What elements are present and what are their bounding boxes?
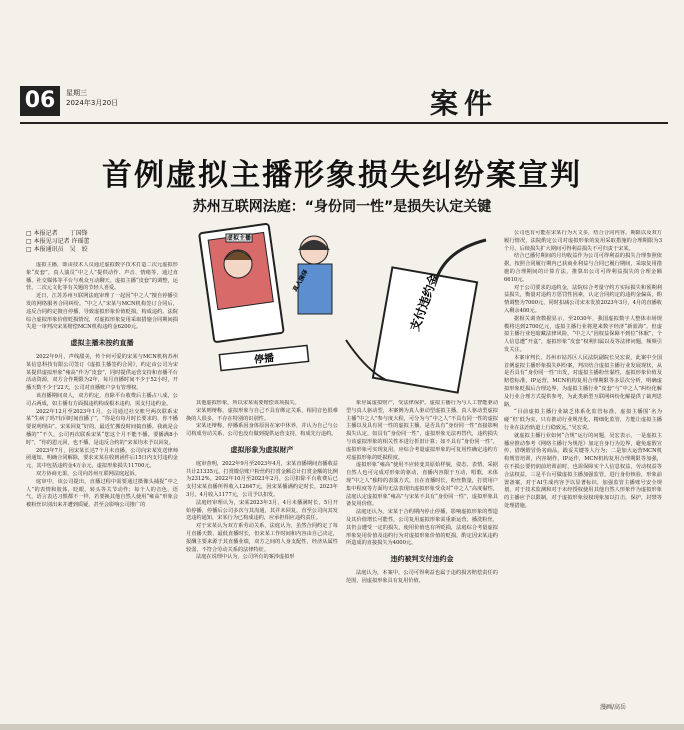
section-title: 案件 [430, 87, 499, 120]
paragraph: 法庭认为，本案中，公司可得利益也属于违约损害赔偿责任的范围，因虚拟形象具有复用价值， [346, 569, 498, 584]
page-number: 06 [20, 86, 60, 116]
label-virtual: 虚拟主播 [226, 235, 252, 242]
paragraph: 宋某还辩称，停播系因身体原因在家中休养，并认为自己与公司构成劳动关系，公司也没有做到提供运营支持，构成先行违约。 [186, 423, 338, 438]
paragraph: 对于宋某认为双方系劳动关系，法庭认为，虽然合同约定了每月直播天数、最低直播时长，但宋某工作时间和内容由自己决定，报酬主要来源于其直播业绩，双方之间的人身支配性，经济从属性较弱，不符合劳动关系的法律特征。 [186, 523, 338, 553]
byline-line: □ 本报记者 丁国锋 [26, 230, 88, 237]
paragraph: “目前虚拟主播行业缺乏体系化监管标准，虚拟主播围‘名为碰’‘但’低为实，只有推动行业规范化，精细化监管，方能让虚拟主播行业在法治轨道上行稳致远。”吴宏说。 [504, 409, 662, 431]
paragraph: 法庭还认为，宋某于合约期内停止停播，影响虚拟形象的塑造及其价值增长可能性，公司复用虚拟形象需重新运营，播洗粉丝，其仍会遭受一定的损失，使用价值也有所贬损，法庭综合考量虚拟形象复用价值及违约行为对虚拟形象价值的贬损，酌定因宋某违约所造成的直接损失为4000元。 [346, 509, 498, 547]
label-strike: 停播 [253, 352, 275, 367]
paragraph: 法庭经审理认为，宋某2023年3月，4月未播满时长，5月开始停播，停播后公司多次与其沟通，其并未回复，直至公司向其发送违约通知，宋某行为已构成违约，应承担相应违约责任。 [186, 499, 338, 522]
paragraph: 庭审中，该公司提出，直播过程中需要通过摄像头捕捉“中之人”的表情和肢体，眨眼，转头等关节动作；每个人的音色，语气，语言表达习惯都不一样，若要换其他自然人使用“雍高”形象会被粉丝识别出来并遭到质疑，甚至会影响公司推广的 [26, 478, 178, 509]
subheadline: 苏州互联网法庭：“身份同一性”是损失认定关键 [192, 199, 492, 215]
paragraph: 庭审查明，2022年9月至2023年4月，宋某直播期间直播收益共计21335元，打赏微信账户粉丝约打赏金额总计打赏金额的比例为2312%。2022年10月至2023年2月，公司扣除平台收费后已支付宋某直播所得收入12647元，因宋某播满约定时长，2023年3月，4月收入1177元，公司予以扣发。 [186, 460, 338, 498]
byline [26, 230, 89, 254]
paragraph: 据相关调查数据显示，至2030年，我国虚拟数字人整体市场规模将达到2700亿元，虚拟主播行业将迎来数字经济“新蓝海”。但虚拟主播行业也暗藏法律风险，“中之人”因权益保障不到位“休眠”，个人信息遭“开盒”，虚拟形象“皮套”权利归属以及等法律问题，频频引发关注。 [504, 315, 662, 353]
article-column-1 [26, 262, 178, 722]
label-pay: 支付违约金 [407, 271, 442, 334]
paragraph: 结合已播付期间的月均收益作为公司可得利益的损失合理参照依据，按照合同履行期内已获商业利益与合同已履行期间，采取复用措施的合理期间的计算方法，推算出公司可得利益损失的合理金额6610元。 [504, 253, 662, 283]
section-subheading: 违约被判支付违约金 [390, 555, 454, 564]
paragraph: 其他虚拟形象，所以宋某需要赔偿该项损失。 [196, 400, 300, 406]
headline: 首例虚拟主播形象损失纠纷案宣判 [102, 158, 582, 193]
paragraph: 宋某则辩称，虚拟形象与自己不具有绑定关系，相同音色很难换的人很多，不存在特别的识别性。 [186, 407, 338, 422]
article-column-3 [346, 400, 498, 722]
paragraph: 近日，江苏苏州互联网法庭审理了一起因“中之人”擅自停播引发的网络服务合同纠纷。“中之人”宋某与MCN机构签订合同后，违反合同约定擅自停播，导致虚拟形象价值贬损，构成违约。法院综合虚拟形象价值贬损情况，对虚拟形象复用采取措施合同期间损失进一审判决宋某赔偿MCN机构违约金6200元。 [26, 293, 178, 331]
paragraph: 2023年7月，因宋某长达7个月未直播，公司向宋某发送律师函通知，明确合同解除，要求宋某在收到函件后15日内支付违约金元，其中包括违约金4万余元，虚拟形象损失11700元。 [26, 447, 178, 470]
page-header [20, 82, 668, 118]
byline-line: □ 本报通讯员 吴 姣 [26, 246, 88, 253]
article-column-2 [186, 400, 338, 722]
paragraph: 双方协商无果，公司向苏州互联网法庭起诉。 [36, 470, 140, 477]
byline-line: □ 本报见习记者 许瑶蕾 [26, 238, 90, 245]
paragraph: 2022年12月至2023年1月，公司通过社交账号两次联系宋某“生病了吗?有回时间直播了”，“你是有每月时长要求的，你不播要说明理由”。宋某回复“好的，最近忙搬没时间搞直播。我就是会播的”“不久，公司再次联系宋某“您这个月不能不播，要播满8小时”，“你的恩元回，也不播，是违反合约的”宋某均未予以回复。 [26, 408, 178, 446]
paragraph: 对于公司要求的违约金，法院综合考量守约方实际损失和预期利益损失，衡量对违约方惩罚性因素，认定合同约定的违约金偏高，酌情调整为7000元，同时扣减公司宋未发放2023年3月，4月的直播收入剩余400元。 [504, 284, 662, 314]
cartoon-illustration [186, 220, 498, 394]
paragraph: 就虚拟主播行业如何“合规”运行的问题，吴宏表示，一是虚拟主播应推动参考《网络主播行为规范》加定自身行为边界，避免虚假宣传，借纲假冒伪劣商品，践妥关键等人行为；二是加大运营MCN机构规管培训，内容制作，IP运作，MCN机构复用合理期限等加强，在不损公要仍润前培训前时，也需保障实个人信息权益，劳动权益等合法权益，三是平台可做虚拟主播加强监管，进行身份核验，形象前置备案，对于AI生成内容予以显著标识，加强监管主播账号安全规划，对于技术监测和对于未经授权使用其他自然人形象作为虚拟形象的主播应予以限制，对于虚拟形象侵权现象加以打击，保护，封禁等处理措施。 [504, 432, 662, 509]
illustration-credit: 漫画/高岳 [600, 704, 627, 711]
header-rule [20, 122, 668, 124]
paragraph: 2022年9月，声线甜美，传个何可爱的宋某与MCN机构苏州某信息科技有限公司签订《虚拟主播签约合同》，约定由公司为宋某提供虚拟形象“雍高”作为“皮套”，同时提供运营支持和直播平台活动资源，双方合作期限为2年，每月直播时间不少于52小时，开播天数不少于22天，公司对直播账户享有管理权。 [26, 353, 178, 392]
paragraph: 公司也有可能在宋某行为大文多，结合合同内容，期限以及双方履行情况，法院酌定公司对虚拟形象的复用采取措施的合理期限为3个月，后续损失扩大期间可得利益损失不可归责于宋某。 [504, 230, 662, 252]
section-subheading: 虚拟主播未按约直播 [70, 339, 134, 348]
paragraph: 虚拟主播，即由技术人员通过虚拟数字技术打造二次元虚拟形象“皮套”，真人演员“中之人”提供动作、声音、情绪等，通过直播、社交媒体等平台与观众互动聊天。虚拟主播“皮套”的调整，运营，二次元文化等有关题的节轻人喜爱。 [26, 262, 178, 292]
header-date-text: 2024年3月20日 [66, 99, 119, 107]
paragraph: 法庭在说理中认为，公司所有的案涉虚拟形 [196, 554, 295, 561]
header-weekday: 星期三 [66, 89, 87, 97]
article-column-4 [504, 230, 662, 722]
label-real: 真人演绎 [291, 268, 310, 293]
paragraph: 象应属虚拟财产，受法律保护。虚拟主播行为与人工智能驱动型与真人驱动型，本案例为真人驱动型虚拟主播，真人驱动型虚拟主播“中之人”参与度大程，可分为与“中之人”不具有同一性的虚拟主播以及具有同一性的虚拟主播，是否具有“身份同一性”直接影响损失认定。如具有“身份同一性”，虚拟形象无法再替代，违约损失与该虚拟形象的相关性本进行折旧计算；如不具有“身份同一性”，虚拟形象可实现复用，应综合考量虚拟形象的可复用性确定违约方对虚拟形象的贬损程度。 [346, 400, 498, 461]
paragraph: 本案审判长、苏州市姑苏区人民法院副院长吴宏说，此案中全国首例虚拟主播形象损失纠纷案，判决结合虚拟主播行业发展现状，从是否具有“身份同一性”出发，对虚拟主播粉丝黏性，虚拟形象价值及赔偿标准，IP运营，MCN机构复用合理期限等多层次分析，明确虚拟形象贬损后合理边界，为虚拟主播行业“皮套”与“中之人”纠纷化解及行业合理方式提供参考，为此类新型互联网纠纷化解提供了裁判思路。 [504, 354, 662, 408]
paragraph: 该直播期间双人，双方约定，直除平台收费后主播占八成，公司占两成，如主播有方面损违约构成根本违约，需支付违约金。 [26, 392, 178, 407]
section-subheading: 虚拟形象为虚拟财产 [230, 445, 294, 454]
paragraph: 虚拟形象“雍高”使用不应转变其原始样貌，姿态，表情，采据自然人也可完成对形象的驱动，直播内容限于互动，唱歌，未体现“中之人”独特的表演方式，且在直播时长，粉丝数量，打赏用户集中程度等方面均无法表现出虚拟形象受众对“中之人”高度黏性，法庭认定虚拟形象“雍高”与宋某不具有“身份同一性”，虚拟形象具备复用价值。 [346, 462, 498, 508]
footer-bar [0, 724, 684, 730]
header-date [66, 88, 118, 108]
